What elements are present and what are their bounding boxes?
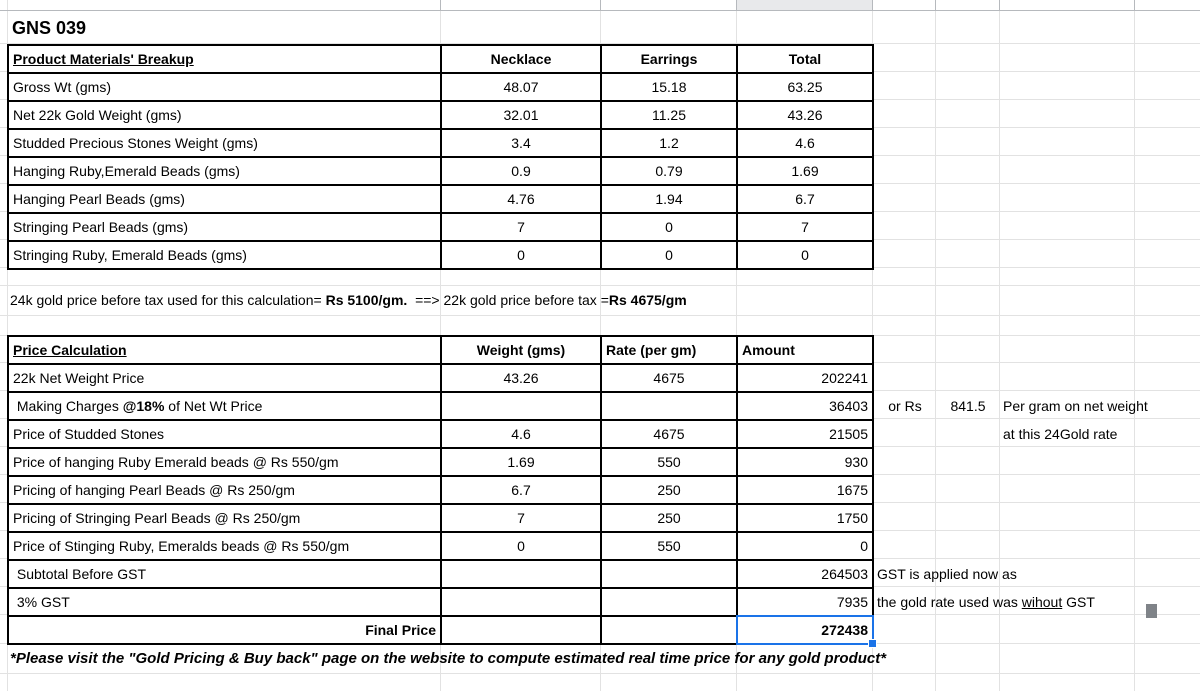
- pricing-cell-weight[interactable]: [442, 393, 600, 419]
- materials-cell[interactable]: 7: [442, 214, 600, 240]
- materials-cell[interactable]: 32.01: [442, 102, 600, 128]
- sheet-title-cell[interactable]: GNS 039: [12, 17, 87, 38]
- gray-filled-cell[interactable]: [737, 0, 872, 10]
- pricing-col-weight[interactable]: Weight (gms): [442, 337, 600, 363]
- making-charges-note-cell[interactable]: Per gram on net weight: [1003, 398, 1148, 414]
- materials-row-label[interactable]: Hanging Ruby,Emerald Beads (gms): [9, 158, 440, 184]
- materials-row-label[interactable]: Net 22k Gold Weight (gms): [9, 102, 440, 128]
- pricing-cell-amount[interactable]: 930: [738, 449, 872, 475]
- materials-row-label[interactable]: Stringing Pearl Beads (gms): [9, 214, 440, 240]
- pricing-table-title[interactable]: Price Calculation: [9, 337, 440, 363]
- materials-table-title[interactable]: Product Materials' Breakup: [9, 46, 440, 72]
- materials-cell[interactable]: 0: [602, 242, 736, 268]
- gst-note-text: the gold rate used was: [877, 594, 1022, 610]
- pricing-cell-rate[interactable]: 250: [602, 505, 736, 531]
- materials-cell[interactable]: 4.6: [738, 130, 872, 156]
- gst-note-underlined-text: wihout: [1021, 594, 1063, 610]
- pricing-col-rate[interactable]: Rate (per gm): [602, 337, 736, 363]
- pricing-cell-weight[interactable]: [442, 617, 600, 643]
- pricing-cell-rate[interactable]: [602, 617, 736, 643]
- pricing-cell-amount[interactable]: 21505: [738, 421, 872, 447]
- pricing-cell-rate[interactable]: [602, 561, 736, 587]
- fill-handle[interactable]: [868, 639, 877, 648]
- pricing-cell-amount[interactable]: 0: [738, 533, 872, 559]
- pricing-row-label-gst[interactable]: 3% GST: [9, 589, 440, 615]
- pricing-row-label-final-price[interactable]: Final Price: [9, 617, 440, 643]
- materials-cell[interactable]: 1.2: [602, 130, 736, 156]
- materials-cell[interactable]: 0.9: [442, 158, 600, 184]
- note-text: ==> 22k gold price before tax =: [407, 292, 609, 308]
- pricing-row-label[interactable]: Price of Studded Stones: [9, 421, 440, 447]
- materials-cell[interactable]: 4.76: [442, 186, 600, 212]
- pricing-cell-weight[interactable]: 7: [442, 505, 600, 531]
- pricing-col-amount[interactable]: Amount: [738, 337, 872, 363]
- gst-note-text: GST: [1062, 594, 1095, 610]
- pricing-cell-amount[interactable]: 1750: [738, 505, 872, 531]
- gst-note-line1-cell[interactable]: GST is applied now as: [877, 566, 1017, 582]
- pricing-cell-weight[interactable]: 0: [442, 533, 600, 559]
- materials-cell[interactable]: 63.25: [738, 74, 872, 100]
- pricing-cell-weight[interactable]: 4.6: [442, 421, 600, 447]
- materials-cell[interactable]: 15.18: [602, 74, 736, 100]
- materials-row-label[interactable]: Stringing Ruby, Emerald Beads (gms): [9, 242, 440, 268]
- pricing-cell-rate[interactable]: 4675: [602, 365, 736, 391]
- materials-cell[interactable]: 0: [738, 242, 872, 268]
- pricing-cell-rate[interactable]: [602, 589, 736, 615]
- pricing-cell-rate[interactable]: 4675: [602, 421, 736, 447]
- materials-cell[interactable]: 3.4: [442, 130, 600, 156]
- materials-table: [7, 44, 874, 270]
- pricing-cell-weight[interactable]: 1.69: [442, 449, 600, 475]
- pricing-cell-weight[interactable]: [442, 589, 600, 615]
- pricing-row-label[interactable]: [9, 393, 440, 419]
- label-text: Making Charges: [13, 398, 123, 414]
- materials-cell[interactable]: 1.94: [602, 186, 736, 212]
- note-bold-22k-rate: Rs 4675/gm: [608, 292, 687, 308]
- materials-cell[interactable]: 0: [602, 214, 736, 240]
- making-charges-or-rs-cell[interactable]: or Rs: [888, 398, 922, 414]
- pricing-cell-amount[interactable]: 7935: [738, 589, 872, 615]
- footer-disclaimer-cell[interactable]: *Please visit the "Gold Pricing & Buy back" page on the website to compute estimated real time price for any gold product*: [10, 649, 887, 667]
- pricing-cell-amount[interactable]: 1675: [738, 477, 872, 503]
- gold-rate-note-cell[interactable]: at this 24Gold rate: [1003, 426, 1118, 442]
- note-bold-24k-rate: Rs 5100/gm.: [325, 292, 408, 308]
- pricing-row-label-subtotal[interactable]: Subtotal Before GST: [9, 561, 440, 587]
- making-charges-per-gram-value-cell[interactable]: 841.5: [950, 398, 986, 414]
- materials-col-earrings[interactable]: Earrings: [602, 46, 736, 72]
- materials-cell[interactable]: 0: [442, 242, 600, 268]
- materials-col-total[interactable]: Total: [738, 46, 872, 72]
- gst-note-line2-cell[interactable]: [877, 589, 1095, 615]
- materials-row-label[interactable]: Hanging Pearl Beads (gms): [9, 186, 440, 212]
- pricing-row-label[interactable]: Price of hanging Ruby Emerald beads @ Rs 550/gm: [9, 449, 440, 475]
- pricing-row-label[interactable]: 22k Net Weight Price: [9, 365, 440, 391]
- pricing-cell-amount[interactable]: 202241: [738, 365, 872, 391]
- pricing-cell-weight[interactable]: 43.26: [442, 365, 600, 391]
- materials-cell[interactable]: 6.7: [738, 186, 872, 212]
- materials-cell[interactable]: 11.25: [602, 102, 736, 128]
- pricing-cell-amount[interactable]: 264503: [738, 561, 872, 587]
- selected-cell-outline: [736, 615, 874, 645]
- pricing-cell-weight[interactable]: 6.7: [442, 477, 600, 503]
- pricing-row-label[interactable]: Pricing of hanging Pearl Beads @ Rs 250/gm: [9, 477, 440, 503]
- materials-col-necklace[interactable]: Necklace: [442, 46, 600, 72]
- label-text: of Net Wt Price: [164, 398, 263, 414]
- label-bold-text: @18%: [122, 398, 165, 414]
- note-text: 24k gold price before tax used for this calculation=: [10, 292, 326, 308]
- materials-cell[interactable]: 48.07: [442, 74, 600, 100]
- pricing-row-label[interactable]: Pricing of Stringing Pearl Beads @ Rs 250/gm: [9, 505, 440, 531]
- materials-cell[interactable]: 1.69: [738, 158, 872, 184]
- price-calculation-table: [7, 335, 874, 645]
- materials-row-label[interactable]: Gross Wt (gms): [9, 74, 440, 100]
- pricing-cell-rate[interactable]: 550: [602, 533, 736, 559]
- pricing-cell-rate[interactable]: [602, 393, 736, 419]
- materials-row-label[interactable]: Studded Precious Stones Weight (gms): [9, 130, 440, 156]
- materials-cell[interactable]: 43.26: [738, 102, 872, 128]
- materials-cell[interactable]: 0.79: [602, 158, 736, 184]
- pricing-cell-amount[interactable]: 36403: [738, 393, 872, 419]
- pricing-row-label[interactable]: Price of Stinging Ruby, Emeralds beads @ Rs 550/gm: [9, 533, 440, 559]
- pricing-cell-rate[interactable]: 250: [602, 477, 736, 503]
- gold-price-note[interactable]: [10, 285, 687, 315]
- pricing-cell-final-amount[interactable]: 272438: [738, 617, 872, 643]
- pricing-cell-weight[interactable]: [442, 561, 600, 587]
- gray-artifact: [1146, 604, 1157, 618]
- materials-cell[interactable]: 7: [738, 214, 872, 240]
- pricing-cell-rate[interactable]: 550: [602, 449, 736, 475]
